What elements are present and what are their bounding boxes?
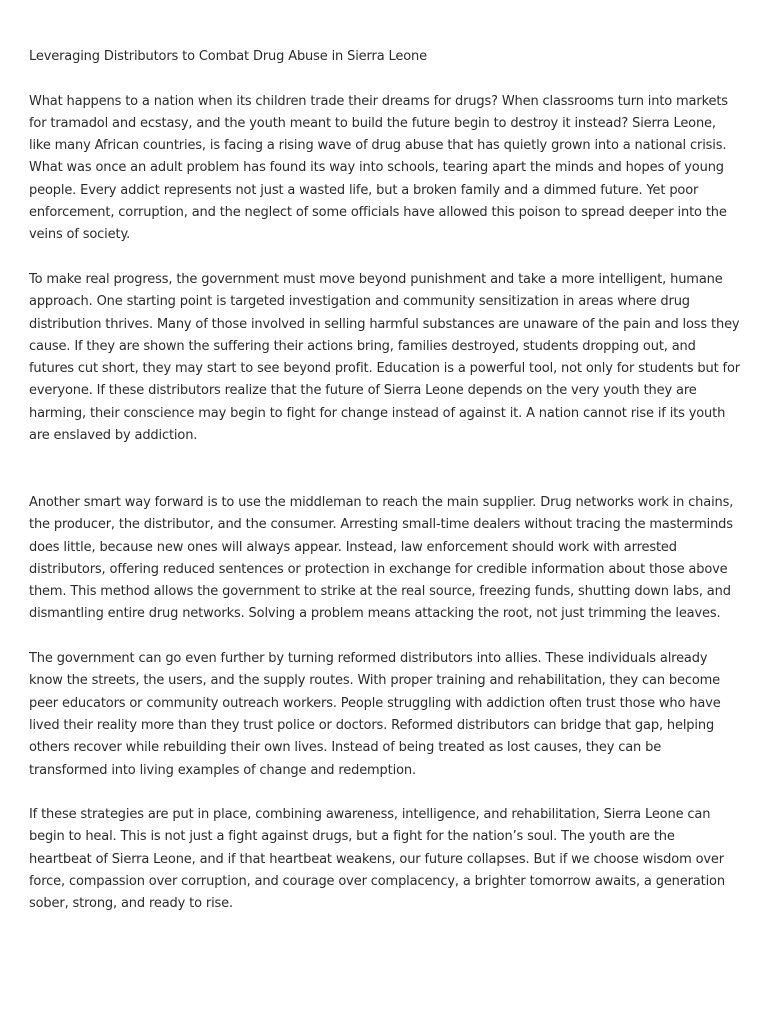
paragraph-humane-approach: To make real progress, the government must move beyond punishment and take a more intelligent, humane approach. One starting point is targeted investigation and community sensitization in areas where drug distribution thrives. Many of those involved in selling harmful substances are unaware of the pain and loss they cause. If they are shown the suffering their actions bring, families destroyed, students dropping out, and futures cut short, they may start to see beyond profit. Education is a powerful tool, not only for students but for everyone. If these distributors realize that the future of Sierra Leone depends on the very youth they are harming, their conscience may begin to fight for change instead of against it. A nation cannot rise if its youth are enslaved by addiction. bbox=[29, 271, 740, 444]
document-title: Leveraging Distributors to Combat Drug Abuse in Sierra Leone bbox=[29, 49, 427, 64]
paragraph-middleman: Another smart way forward is to use the middleman to reach the main supplier. Drug networks work in chains, the producer, the distributor, and the consumer. Arresting small-time dealers without tracing the masterminds does little, because new ones will always appear. Instead, law enforcement should work with arrested distributors, offering reduced sentences or protection in exchange for credible information about those above them. This method allows the government to strike at the real source, freezing funds, shutting down labs, and dismantling entire drug networks. Solving a problem means attacking the root, not just trimming the leaves. bbox=[29, 494, 734, 622]
document-body bbox=[29, 46, 741, 938]
paragraph-conclusion: If these strategies are put in place, combining awareness, intelligence, and rehabilitation, Sierra Leone can begin to heal. This is not just a fight against drugs, but a fight for the nation’s soul. The youth are the heartbeat of Sierra Leone, and if that heartbeat weakens, our future collapses. But if we choose wisdom over force, compassion over corruption, and courage over complacency, a brighter tomorrow awaits, a generation sober, strong, and ready to rise. bbox=[29, 807, 725, 912]
paragraph-reformed-distributors: The government can go even further by turning reformed distributors into allies. These individuals already know the streets, the users, and the supply routes. With proper training and rehabilitation, they can become peer educators or community outreach workers. People struggling with addiction often trust those who have lived their reality more than they trust police or doctors. Reformed distributors can bridge that gap, helping others recover while rebuilding their own lives. Instead of being treated as lost causes, they can be transformed into living examples of change and redemption. bbox=[29, 651, 721, 778]
paragraph-introduction: What happens to a nation when its children trade their dreams for drugs? When classrooms turn into markets for tramadol and ecstasy, and the youth meant to build the future begin to destroy it instead? Sierra Leone, like many African countries, is facing a rising wave of drug abuse that has quietly grown into a national crisis. What was once an adult problem has found its way into schools, tearing apart the minds and hopes of young people. Every addict represents not just a wasted life, but a broken family and a dimmed future. Yet poor enforcement, corruption, and the neglect of some officials have allowed this poison to spread deeper into the veins of society. bbox=[29, 93, 728, 243]
blank-line bbox=[29, 470, 741, 492]
